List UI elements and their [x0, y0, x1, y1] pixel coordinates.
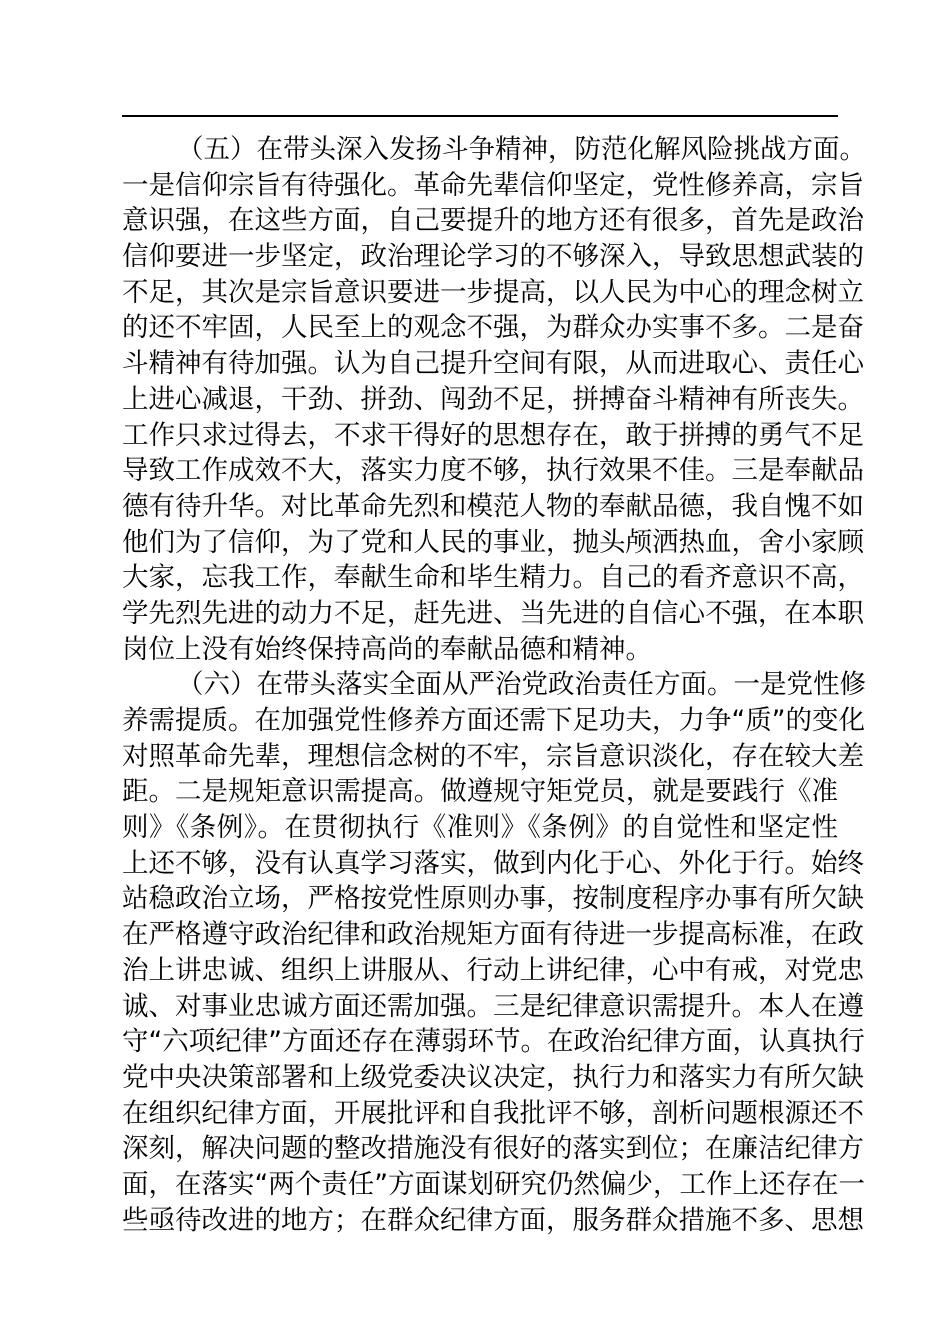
text-line: 在组织纪律方面，开展批评和自我批评不够，剖析问题根源还不	[122, 1097, 864, 1129]
text-line: 德有待升华。对比革命先烈和模范人物的奉献品德，我自愧不如	[122, 490, 864, 522]
header-rule	[122, 115, 838, 117]
text-line: 对照革命先辈，理想信念树的不牢，宗旨意识淡化，存在较大差	[122, 740, 864, 772]
text-line: 党中央决策部署和上级党委决议决定，执行力和落实力有所欠缺	[122, 1061, 864, 1093]
document-body	[122, 132, 866, 1238]
text-line: 一是信仰宗旨有待强化。革命先辈信仰坚定，党性修养高，宗旨	[122, 169, 864, 201]
text-line: 导致工作成效不大，落实力度不够，执行效果不佳。三是奉献品	[122, 455, 864, 487]
text-line: 诚、对事业忠诚方面还需加强。三是纪律意识需提升。本人在遵	[122, 990, 864, 1022]
text-line: 站稳政治立场，严格按党性原则办事，按制度程序办事有所欠缺	[122, 883, 864, 915]
text-line: 大家，忘我工作，奉献生命和毕生精力。自己的看齐意识不高，	[122, 562, 864, 594]
text-line: 上进心减退，干劲、拼劲、闯劲不足，拼搏奋斗精神有所丧失。	[122, 383, 864, 415]
text-line: 信仰要进一步坚定，政治理论学习的不够深入，导致思想武装的	[122, 241, 864, 273]
text-line: 些亟待改进的地方；在群众纪律方面，服务群众措施不多、思想	[122, 1204, 864, 1236]
text-line: 治上讲忠诚、组织上讲服从、行动上讲纪律，心中有戒，对党忠	[122, 954, 864, 986]
text-line: 他们为了信仰，为了党和人民的事业，抛头颅洒热血，舍小家顾	[122, 526, 864, 558]
text-line: （六）在带头落实全面从严治党政治责任方面。一是党性修	[177, 669, 866, 701]
text-line: 学先烈先进的动力不足，赶先进、当先进的自信心不强，在本职	[122, 597, 864, 629]
text-line: 深刻，解决问题的整改措施没有很好的落实到位；在廉洁纪律方	[122, 1133, 864, 1165]
text-line: 意识强，在这些方面，自己要提升的地方还有很多，首先是政治	[122, 205, 864, 237]
text-line: 不足，其次是宗旨意识要进一步提高，以人民为中心的理念树立	[122, 276, 864, 308]
text-line: 的还不牢固，人民至上的观念不强，为群众办实事不多。二是奋	[122, 312, 864, 344]
text-line: 上还不够，没有认真学习落实，做到内化于心、外化于行。始终	[122, 847, 864, 879]
text-line: （五）在带头深入发扬斗争精神，防范化解风险挑战方面。	[177, 134, 866, 165]
text-line: 斗精神有待加强。认为自己提升空间有限，从而进取心、责任心	[122, 348, 864, 380]
text-line: 则》《条例》。在贯彻执行《准则》《条例》的自觉性和坚定性	[122, 812, 838, 844]
text-line: 面，在落实“两个责任”方面谋划研究仍然偏少，工作上还存在一	[122, 1168, 865, 1200]
text-line: 工作只求过得去，不求干得好的思想存在，敢于拼搏的勇气不足	[122, 419, 864, 451]
text-line: 岗位上没有始终保持高尚的奉献品德和精神。	[122, 633, 652, 665]
text-line: 距。二是规矩意识需提高。做遵规守矩党员，就是要践行《准	[122, 776, 838, 808]
text-line: 在严格遵守政治纪律和政治规矩方面有待进一步提高标准，在政	[122, 919, 864, 951]
text-line: 养需提质。在加强党性修养方面还需下足功夫，力争“质”的变化	[122, 705, 865, 736]
text-line: 守“六项纪律”方面还存在薄弱环节。在政治纪律方面，认真执行	[122, 1026, 865, 1058]
